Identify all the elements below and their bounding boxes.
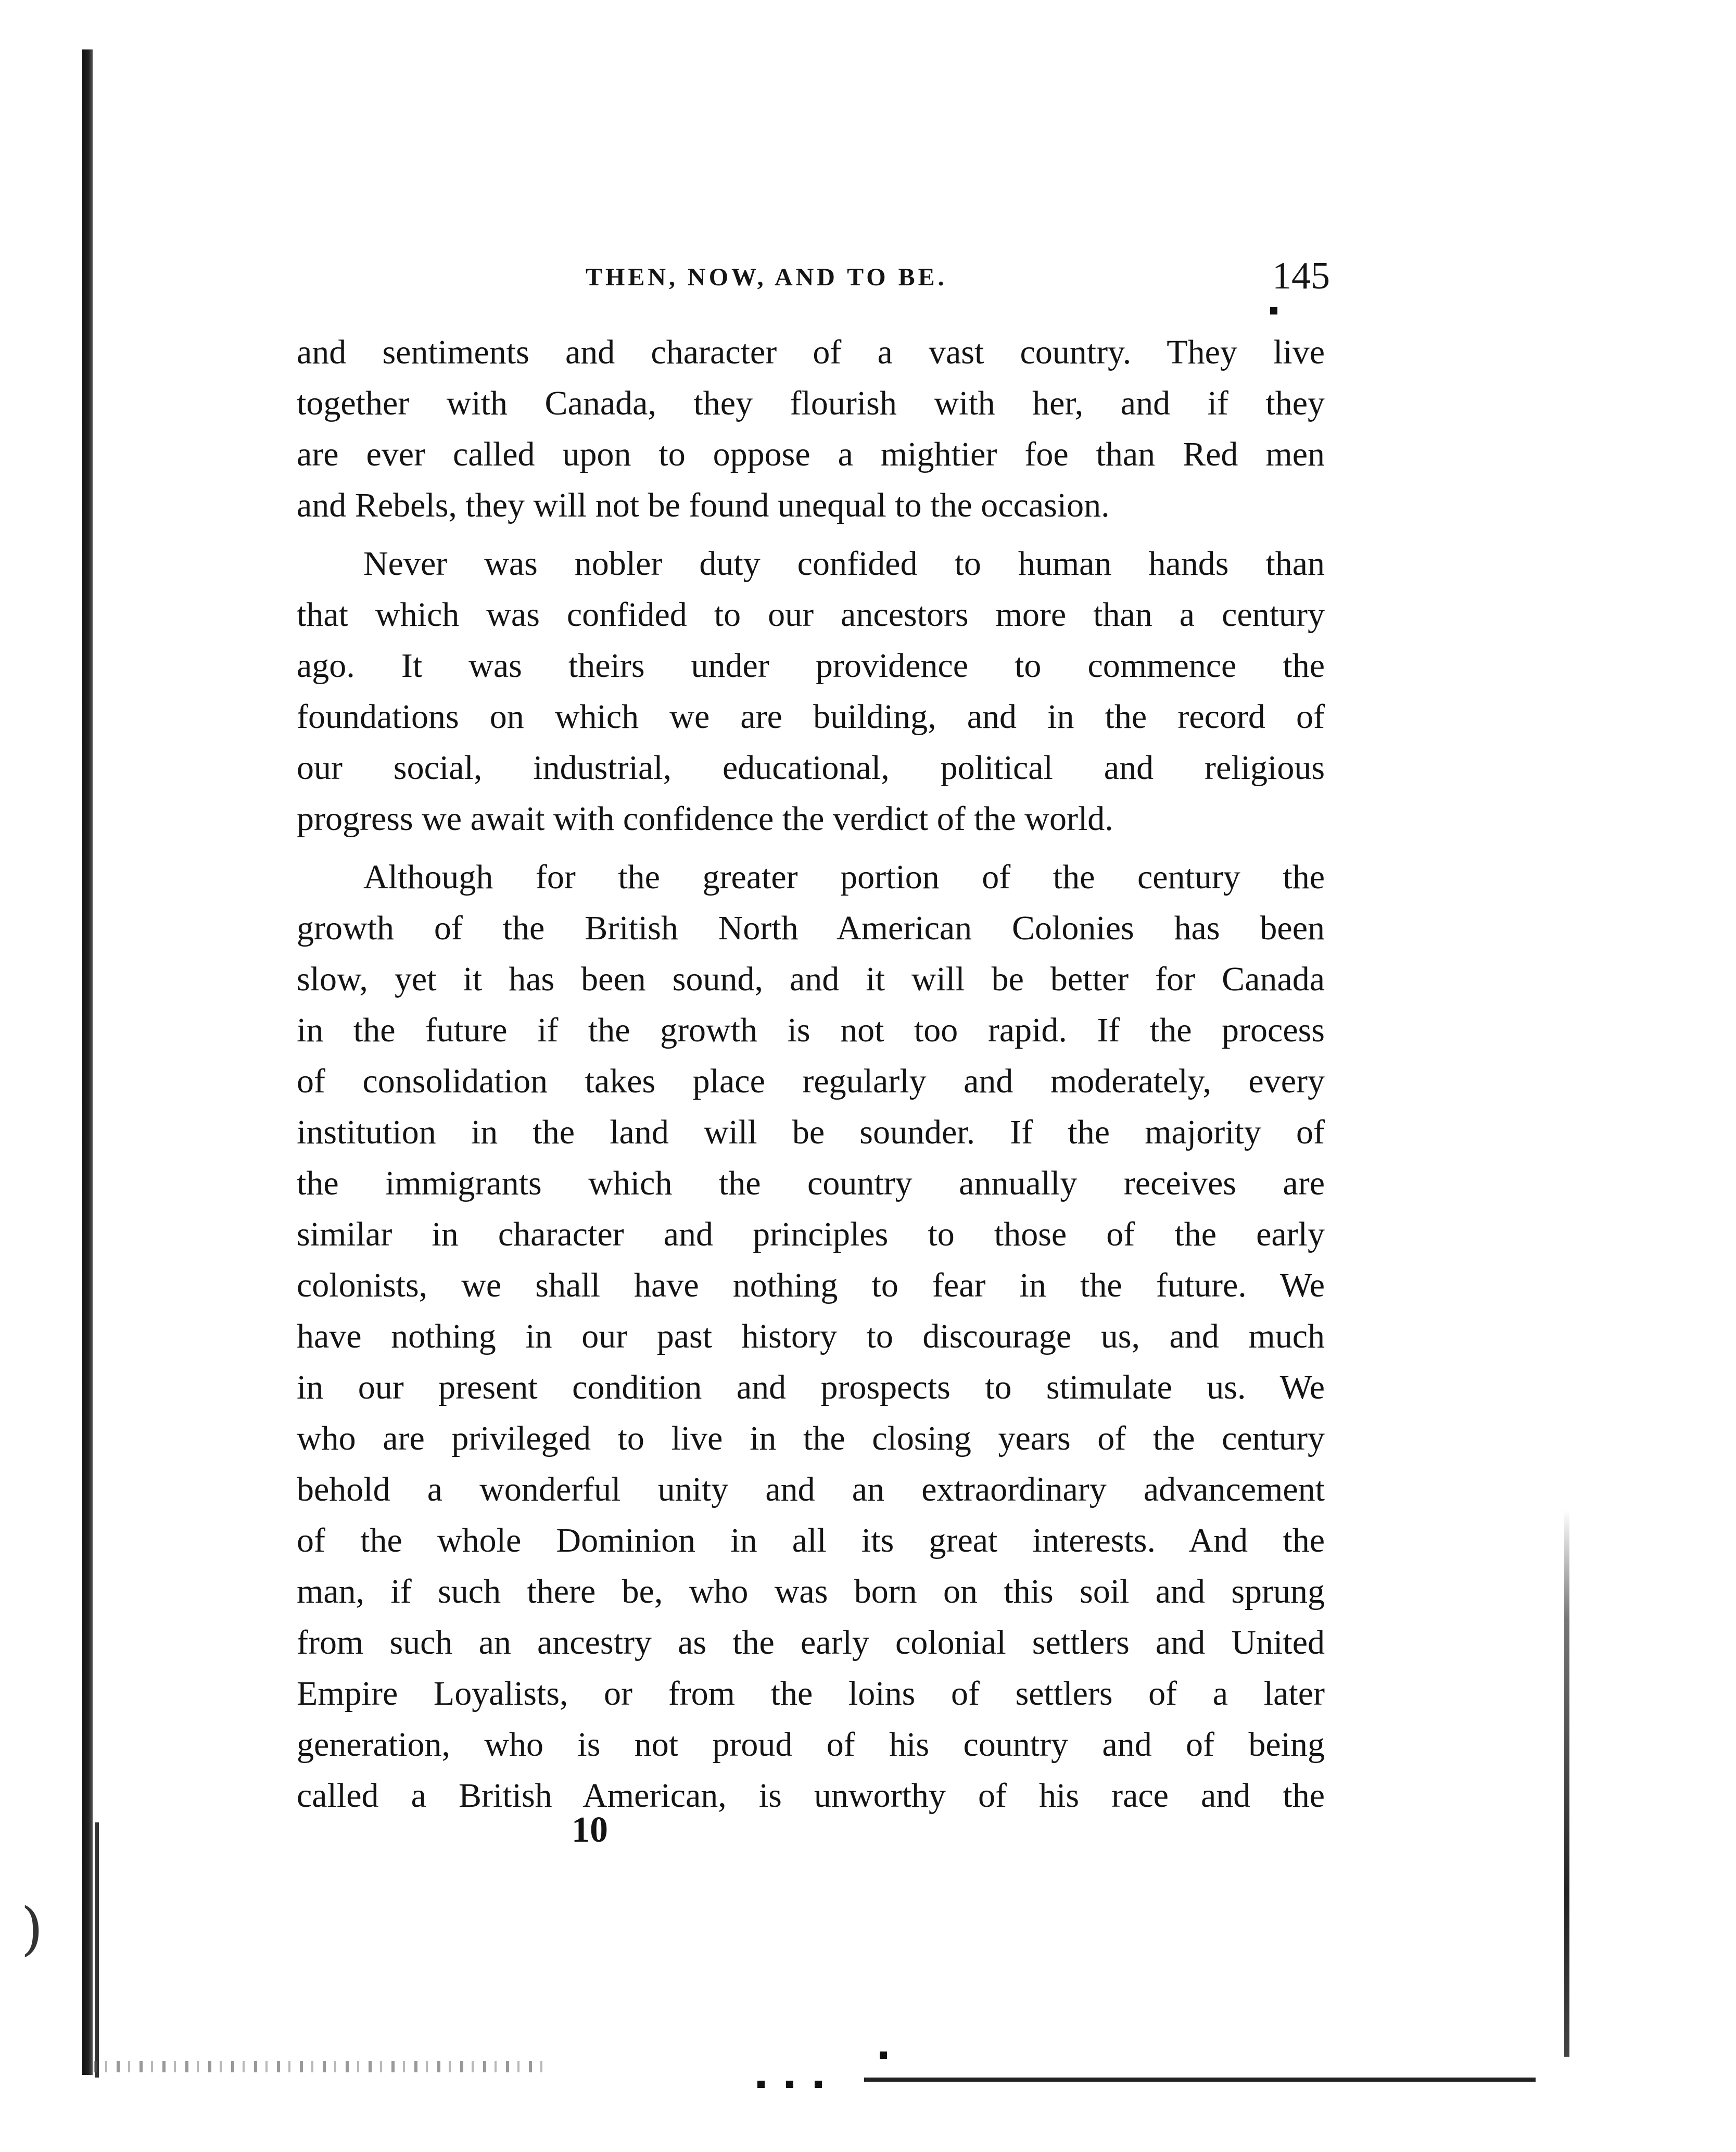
text-line: and sentiments and character of a vast country. They live bbox=[297, 333, 1325, 371]
body-text bbox=[297, 327, 1325, 1829]
text-line: our social, industrial, educational, political and religious bbox=[297, 749, 1325, 787]
text-line: from such an ancestry as the early colonial settlers and United bbox=[297, 1624, 1325, 1662]
scan-speck bbox=[1270, 307, 1277, 314]
text-line: that which was confided to our ancestors more than a century bbox=[297, 596, 1325, 634]
text-line: the immigrants which the country annually receives are bbox=[297, 1164, 1325, 1202]
text-line: of consolidation takes place regularly and moderately, every bbox=[297, 1062, 1325, 1100]
bottom-edge-rule bbox=[864, 2078, 1536, 2082]
running-head: THEN, NOW, AND TO BE. bbox=[586, 263, 947, 291]
text-line: Although for the greater portion of the century the bbox=[363, 858, 1325, 896]
margin-mark: ) bbox=[21, 1895, 43, 1962]
text-line: called a British American, is unworthy of his race and the bbox=[297, 1777, 1325, 1815]
scan-speck bbox=[880, 2052, 887, 2059]
text-line: foundations on which we are building, and in the record of bbox=[297, 698, 1325, 736]
scan-speck bbox=[815, 2081, 822, 2088]
text-line: are ever called upon to oppose a mightier foe than Red men bbox=[297, 435, 1325, 473]
text-line: in our present condition and prospects to stimulate us. We bbox=[297, 1368, 1325, 1406]
text-line: Never was nobler duty confided to human hands than bbox=[363, 545, 1325, 583]
paragraph bbox=[297, 327, 1325, 531]
paragraph bbox=[297, 852, 1325, 1821]
text-line: and Rebels, they will not be found unequal to the occasion. bbox=[297, 486, 1110, 524]
text-line: of the whole Dominion in all its great interests. And the bbox=[297, 1521, 1325, 1559]
text-line: similar in character and principles to those of the early bbox=[297, 1215, 1325, 1253]
page-number: 145 bbox=[1272, 255, 1330, 297]
right-edge-shadow bbox=[1564, 1510, 1569, 2057]
text-line: together with Canada, they flourish with her, and if they bbox=[297, 384, 1325, 422]
scan-speck bbox=[786, 2081, 793, 2088]
text-line: progress we await with confidence the verdict of the world. bbox=[297, 800, 1113, 838]
signature-mark: 10 bbox=[572, 1810, 608, 1850]
text-line: ago. It was theirs under providence to commence the bbox=[297, 647, 1325, 685]
binding-shadow-lower bbox=[95, 1822, 99, 2078]
text-line: behold a wonderful unity and an extraordinary advancement bbox=[297, 1470, 1325, 1508]
paragraph bbox=[297, 538, 1325, 845]
text-line: man, if such there be, who was born on this soil and sprung bbox=[297, 1572, 1325, 1610]
text-line: in the future if the growth is not too rapid. If the process bbox=[297, 1011, 1325, 1049]
text-line: who are privileged to live in the closing years of the century bbox=[297, 1419, 1325, 1457]
text-line: growth of the British North American Colonies has been bbox=[297, 909, 1325, 947]
text-line: slow, yet it has been sound, and it will be better for Canada bbox=[297, 960, 1325, 998]
text-line: generation, who is not proud of his country and of being bbox=[297, 1726, 1325, 1764]
text-line: Empire Loyalists, or from the loins of settlers of a later bbox=[297, 1675, 1325, 1713]
bottom-scan-noise bbox=[94, 2061, 552, 2072]
text-line: institution in the land will be sounder. If the majority of bbox=[297, 1113, 1325, 1151]
binding-shadow bbox=[82, 49, 93, 2075]
text-line: have nothing in our past history to discourage us, and much bbox=[297, 1317, 1325, 1355]
text-line: colonists, we shall have nothing to fear in the future. We bbox=[297, 1266, 1325, 1304]
scan-speck bbox=[757, 2081, 765, 2088]
